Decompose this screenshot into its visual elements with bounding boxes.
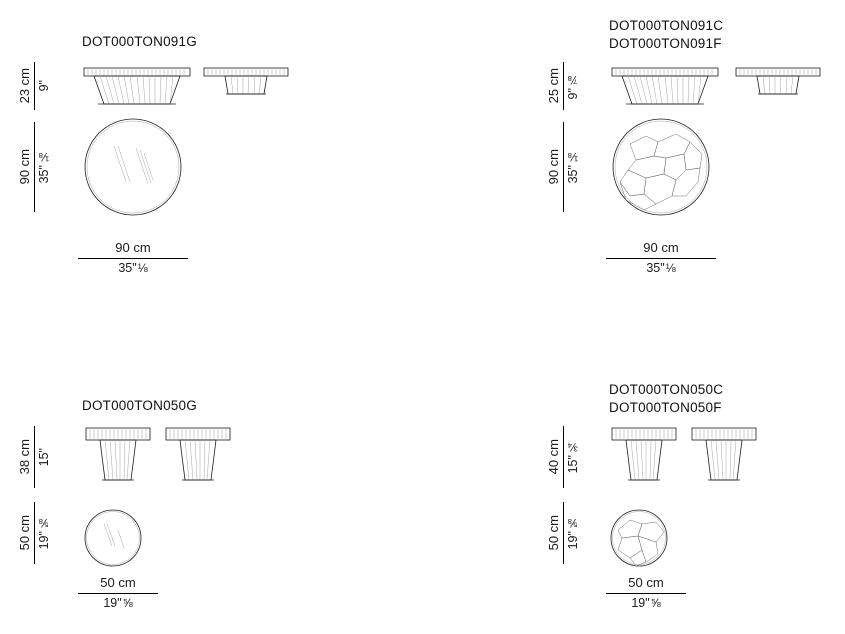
dimension-rule <box>606 593 686 594</box>
plan-view-bottom-right <box>606 504 686 574</box>
product-block-top-right <box>420 0 845 300</box>
height-dimension-top-left <box>18 62 51 110</box>
dimension-rule <box>34 62 35 110</box>
dimension-rule <box>563 426 564 488</box>
product-code: DOT000TON050C <box>609 382 724 397</box>
plan-view-top-right <box>606 116 726 220</box>
product-block-bottom-left <box>0 370 420 634</box>
product-block-top-left <box>0 0 420 300</box>
diameter-imperial: 35" ⅛ <box>566 150 580 184</box>
dimension-rule <box>563 502 564 564</box>
diameter-metric: 50 cm <box>628 575 664 590</box>
dimension-rule <box>34 122 35 212</box>
diameter-imperial: 35" ⅛ <box>118 260 148 275</box>
diameter-imperial: 19" ⅝ <box>631 595 661 610</box>
diameter-metric: 90 cm <box>17 149 32 185</box>
plan-view-top-left <box>78 116 198 220</box>
height-dimension-top-right <box>547 62 580 110</box>
diameter-metric: 50 cm <box>17 515 32 551</box>
product-code: DOT000TON050G <box>82 398 197 413</box>
diameter-dimension-horizontal-bottom-left <box>78 576 158 611</box>
diameter-dimension-horizontal-top-left <box>78 241 188 276</box>
diameter-dimension-vertical-bottom-right <box>547 502 580 564</box>
diameter-dimension-horizontal-bottom-right <box>606 576 686 611</box>
height-imperial: 15" ¾ <box>566 440 580 474</box>
height-dimension-bottom-right <box>547 426 580 488</box>
dimension-rule <box>78 258 188 259</box>
dimension-rule <box>563 62 564 110</box>
height-metric: 23 cm <box>17 68 32 104</box>
diameter-metric: 50 cm <box>100 575 136 590</box>
height-metric: 25 cm <box>546 68 561 104</box>
diameter-dimension-vertical-top-left <box>18 122 51 212</box>
elevation-views-top-left <box>78 58 298 114</box>
diameter-metric: 50 cm <box>546 515 561 551</box>
product-block-bottom-right <box>420 370 845 634</box>
dimension-rule <box>34 426 35 488</box>
elevation-views-top-right <box>606 58 831 114</box>
diameter-dimension-vertical-bottom-left <box>18 502 51 564</box>
diameter-imperial: 35" ⅛ <box>646 260 676 275</box>
diameter-metric: 90 cm <box>643 240 679 255</box>
diameter-dimension-horizontal-top-right <box>606 241 716 276</box>
diameter-dimension-vertical-top-right <box>547 122 580 212</box>
height-imperial: 15" <box>37 447 51 467</box>
product-code: DOT000TON050F <box>609 400 722 415</box>
elevation-views-bottom-right <box>606 424 786 492</box>
diameter-metric: 90 cm <box>115 240 151 255</box>
product-code: DOT000TON091G <box>82 34 197 49</box>
diameter-metric: 90 cm <box>546 149 561 185</box>
dimension-rule <box>606 258 716 259</box>
dimension-rule <box>563 122 564 212</box>
height-imperial: 9" <box>37 80 51 92</box>
elevation-views-bottom-left <box>80 424 260 492</box>
height-metric: 38 cm <box>17 439 32 475</box>
dimension-rule <box>34 502 35 564</box>
diameter-imperial: 35" ⅛ <box>37 150 51 184</box>
height-imperial: 9" ⅞ <box>566 72 580 100</box>
diameter-imperial: 19" ⅝ <box>566 516 580 550</box>
diameter-imperial: 19" ⅝ <box>37 516 51 550</box>
plan-view-bottom-left <box>80 504 160 574</box>
product-code: DOT000TON091F <box>609 36 722 51</box>
height-metric: 40 cm <box>546 439 561 475</box>
height-dimension-bottom-left <box>18 426 51 488</box>
product-code: DOT000TON091C <box>609 18 724 33</box>
dimension-rule <box>78 593 158 594</box>
diameter-imperial: 19" ⅝ <box>103 595 133 610</box>
